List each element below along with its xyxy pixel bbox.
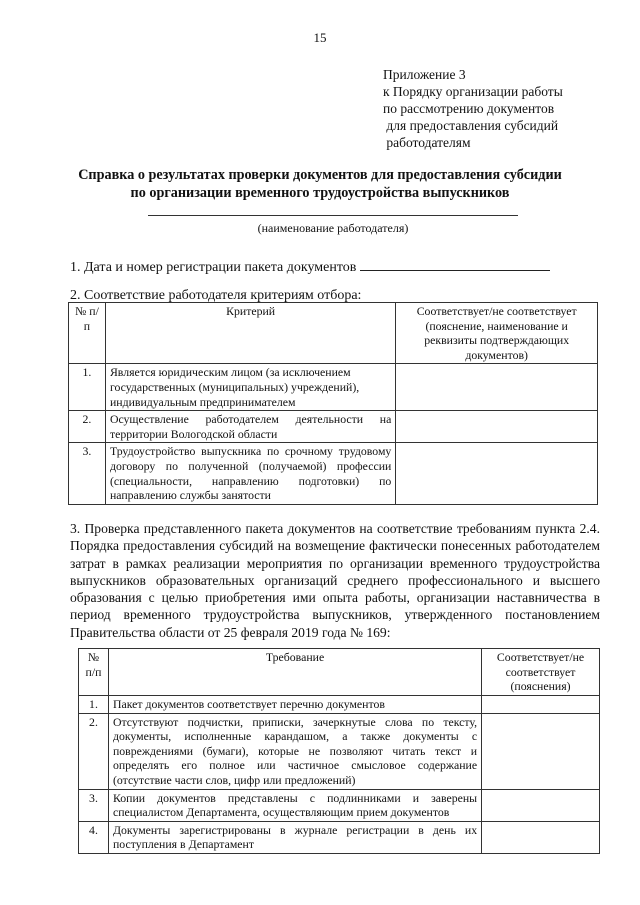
- row-num: 1.: [79, 696, 109, 714]
- requirements-table: [78, 648, 600, 854]
- row-num: 3.: [69, 443, 106, 504]
- table-row: [79, 821, 600, 853]
- appendix-header: [383, 66, 563, 151]
- header-criterion: Критерий: [105, 303, 395, 364]
- employer-name-line: [148, 215, 518, 216]
- row-text: Трудоустройство выпускника по срочному трудовому договору по полученной (получаемой) профессии (специальности, направлению подготовки) по направлению службы занятости: [105, 443, 395, 504]
- table-row: [79, 713, 600, 789]
- row-num: 2.: [69, 411, 106, 443]
- table-row: [79, 789, 600, 821]
- row-value[interactable]: [482, 713, 600, 789]
- row-value[interactable]: [482, 821, 600, 853]
- registration-blank-line: [360, 256, 550, 271]
- row-num: 3.: [79, 789, 109, 821]
- row-value[interactable]: [482, 789, 600, 821]
- row-text: Копии документов представлены с подлинниками и заверены специалистом Департамента, осуществляющим прием документов: [108, 789, 481, 821]
- row-text: Осуществление работодателем деятельности на территории Вологодской области: [105, 411, 395, 443]
- criteria-table: [68, 302, 598, 505]
- row-value[interactable]: [396, 411, 598, 443]
- section-3-text: 3. Проверка представленного пакета документов на соответствие требованиям пункта 2.4. Порядка предоставления субсидий на возмещение фактически понесенных работодателем затрат в рамках реализации мероприятия по организации временного трудоустройства выпускников образовательных организаций среднего профессионального и высшего образования с целью приобретения ими опыта работы, организации наставничества в период временного трудоустройства выпускников, утвержденного постановлением Правительства области от 25 февраля 2019 года № 169:: [70, 521, 600, 640]
- header-num: № п/п: [79, 649, 109, 696]
- appendix-line: Приложение 3: [383, 67, 466, 82]
- row-text: Отсутствуют подчистки, приписки, зачеркнутые слова по тексту, документы, исполненные карандашом, а также документы с повреждениями (бумаги), которые не позволяют читать текст и определять его полное или частичное смысловое содержание (отсутствие части слов, цифр или предложений): [108, 713, 481, 789]
- table-row: [79, 696, 600, 714]
- document-title: [40, 166, 600, 202]
- table-row: [69, 443, 598, 504]
- row-num: 1.: [69, 364, 106, 411]
- row-value[interactable]: [396, 364, 598, 411]
- row-num: 2.: [79, 713, 109, 789]
- appendix-line: работодателям: [383, 135, 471, 150]
- employer-name-label: (наименование работодателя): [257, 221, 409, 235]
- section-1-text: 1. Дата и номер регистрации пакета документов: [70, 260, 357, 275]
- section-1: [70, 256, 550, 276]
- row-text: Является юридическим лицом (за исключением государственных (муниципальных) учреждений), индивидуальным предпринимателем: [105, 364, 395, 411]
- section-2-title: 2. Соответствие работодателя критериям отбора:: [70, 288, 362, 303]
- header-compliance: Соответствует/не соответствует (пояснения): [482, 649, 600, 696]
- row-num: 4.: [79, 821, 109, 853]
- appendix-line: по рассмотрению документов: [383, 101, 555, 116]
- page-number: 15: [313, 30, 327, 45]
- title-line: по организации временного трудоустройства выпускников: [130, 185, 510, 201]
- header-num: № п/п: [69, 303, 106, 364]
- title-line: Справка о результатах проверки документов для предоставления субсидии: [78, 167, 562, 183]
- row-value[interactable]: [482, 696, 600, 714]
- row-text: Документы зарегистрированы в журнале регистрации в день их поступления в Департамент: [108, 821, 481, 853]
- header-compliance: Соответствует/не соответствует (пояснение, наименование и реквизиты подтверждающих документов): [396, 303, 598, 364]
- row-text: Пакет документов соответствует перечню документов: [108, 696, 481, 714]
- appendix-line: к Порядку организации работы: [383, 84, 563, 99]
- table-header-row: [69, 303, 598, 364]
- table-row: [69, 411, 598, 443]
- table-header-row: [79, 649, 600, 696]
- row-value[interactable]: [396, 443, 598, 504]
- table-row: [69, 364, 598, 411]
- header-requirement: Требование: [108, 649, 481, 696]
- appendix-line: для предоставления субсидий: [383, 118, 559, 133]
